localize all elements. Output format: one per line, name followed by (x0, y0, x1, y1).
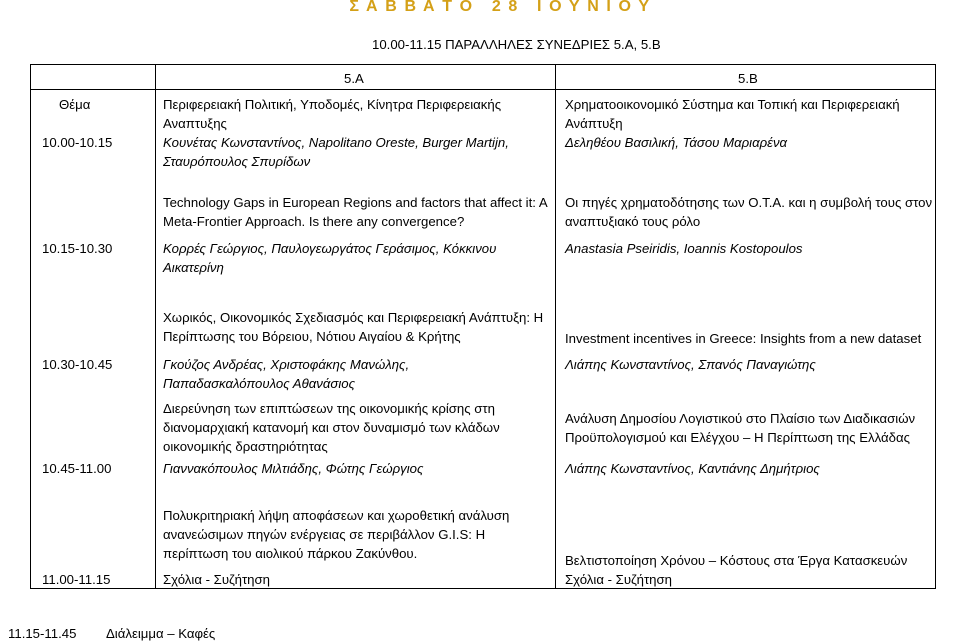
table-top-rule (30, 64, 935, 65)
authors-5a: Κουνέτας Κωνσταντίνος, Napolitano Oreste, Burger Martijn, Σταυρόπουλος Σπυρίδων (163, 135, 509, 169)
break-label: Διάλειμμα – Καφές (106, 626, 216, 641)
day-heading: Σ Α Β Β Α Τ Ο 2 8 Ι Ο Υ Ν Ι Ο Υ (349, 0, 651, 15)
session-time: 11.00-11.15 (42, 572, 111, 587)
session-time: 10.00-10.15 (42, 135, 113, 150)
paper-title-5b: Οι πηγές χρηματοδότησης των Ο.Τ.Α. και η συμβολή τους στον αναπτυξιακό τους ρόλο (565, 195, 933, 229)
paper-title-5b: Ανάλυση Δημοσίου Λογιστικού στο Πλαίσιο των Διαδικασιών Προϋπολογισμού και Ελέγχου – Η Περίπτωση της Ελλάδας (565, 411, 916, 445)
column-header-5b: 5.Β (738, 71, 758, 86)
table-left-rule (30, 64, 31, 589)
session-time: 10.45-11.00 (42, 461, 112, 476)
session-subtitle: 10.00-11.15 ΠΑΡΑΛΛΗΛΕΣ ΣΥΝΕΔΡΙΕΣ 5.Α, 5.Β (372, 37, 661, 52)
theme-title-5b: Χρηματοοικονομικό Σύστημα και Τοπική και Περιφερειακή Ανάπτυξη (565, 97, 900, 131)
discussion-5b: Σχόλια - Συζήτηση (565, 572, 672, 587)
authors-5b: Anastasia Pseiridis, Ioannis Kostopoulos (565, 241, 803, 256)
authors-5a: Γιαννακόπουλος Μιλτιάδης, Φώτης Γεώργιος (163, 461, 424, 476)
paper-title-5a: Πολυκριτηριακή λήψη αποφάσεων και χωροθετική ανάλυση ανανεώσιμων πηγών ενέργειας σε περιβάλλον G.I.S: Η περίπτωση του αιολικού πάρκου Ζακύνθου. (163, 508, 510, 561)
theme-label: Θέμα (59, 97, 91, 112)
table-header-rule (30, 89, 935, 90)
col-time-rule (155, 64, 156, 589)
theme-title-5a: Περιφερειακή Πολιτική, Υποδομές, Κίνητρα Περιφερειακής Αναπτυξης (163, 97, 502, 131)
table-right-rule (935, 64, 936, 589)
authors-5b: Δεληθέου Βασιλική, Τάσου Μαριαρένα (565, 135, 788, 150)
session-time: 10.30-10.45 (42, 357, 113, 372)
session-time: 10.15-10.30 (42, 241, 113, 256)
column-header-5a: 5.Α (344, 71, 364, 86)
col-split-rule (555, 64, 556, 589)
authors-5a: Κορρές Γεώργιος, Παυλογεωργάτος Γεράσιμος, Κόκκινου Αικατερίνη (163, 241, 497, 275)
authors-5b: Λιάπης Κωνσταντίνος, Σπανός Παναγιώτης (565, 357, 816, 372)
break-time: 11.15-11.45 (8, 626, 77, 641)
paper-title-5a: Χωρικός, Οικονομικός Σχεδιασμός και Περιφερειακή Ανάπτυξη: Η Περίπτωσης του Βόρειου, Νότιου Αιγαίου & Κρήτης (163, 310, 544, 344)
paper-title-5b: Βελτιστοποίηση Χρόνου – Κόστους στα Έργα Κατασκευών (565, 553, 908, 568)
authors-5a: Γκούζος Ανδρέας, Χριστοφάκης Μανώλης, Παπαδασκαλόπουλος Αθανάσιος (163, 357, 410, 391)
paper-title-5a: Διερεύνηση των επιπτώσεων της οικονομικής κρίσης στη διανομαρχιακή κατανομή και στον δυναμισμό των κλάδων οικονομικής δραστηριότητας (163, 401, 500, 454)
authors-5b: Λιάπης Κωνσταντίνος, Καντιάνης Δημήτριος (565, 461, 820, 476)
paper-title-5a: Technology Gaps in European Regions and factors that affect it: A Meta-Frontier Approach. Is there any convergence? (163, 195, 547, 229)
paper-title-5b: Investment incentives in Greece: Insights from a new dataset (565, 331, 922, 346)
discussion-5a: Σχόλια - Συζήτηση (163, 572, 270, 587)
